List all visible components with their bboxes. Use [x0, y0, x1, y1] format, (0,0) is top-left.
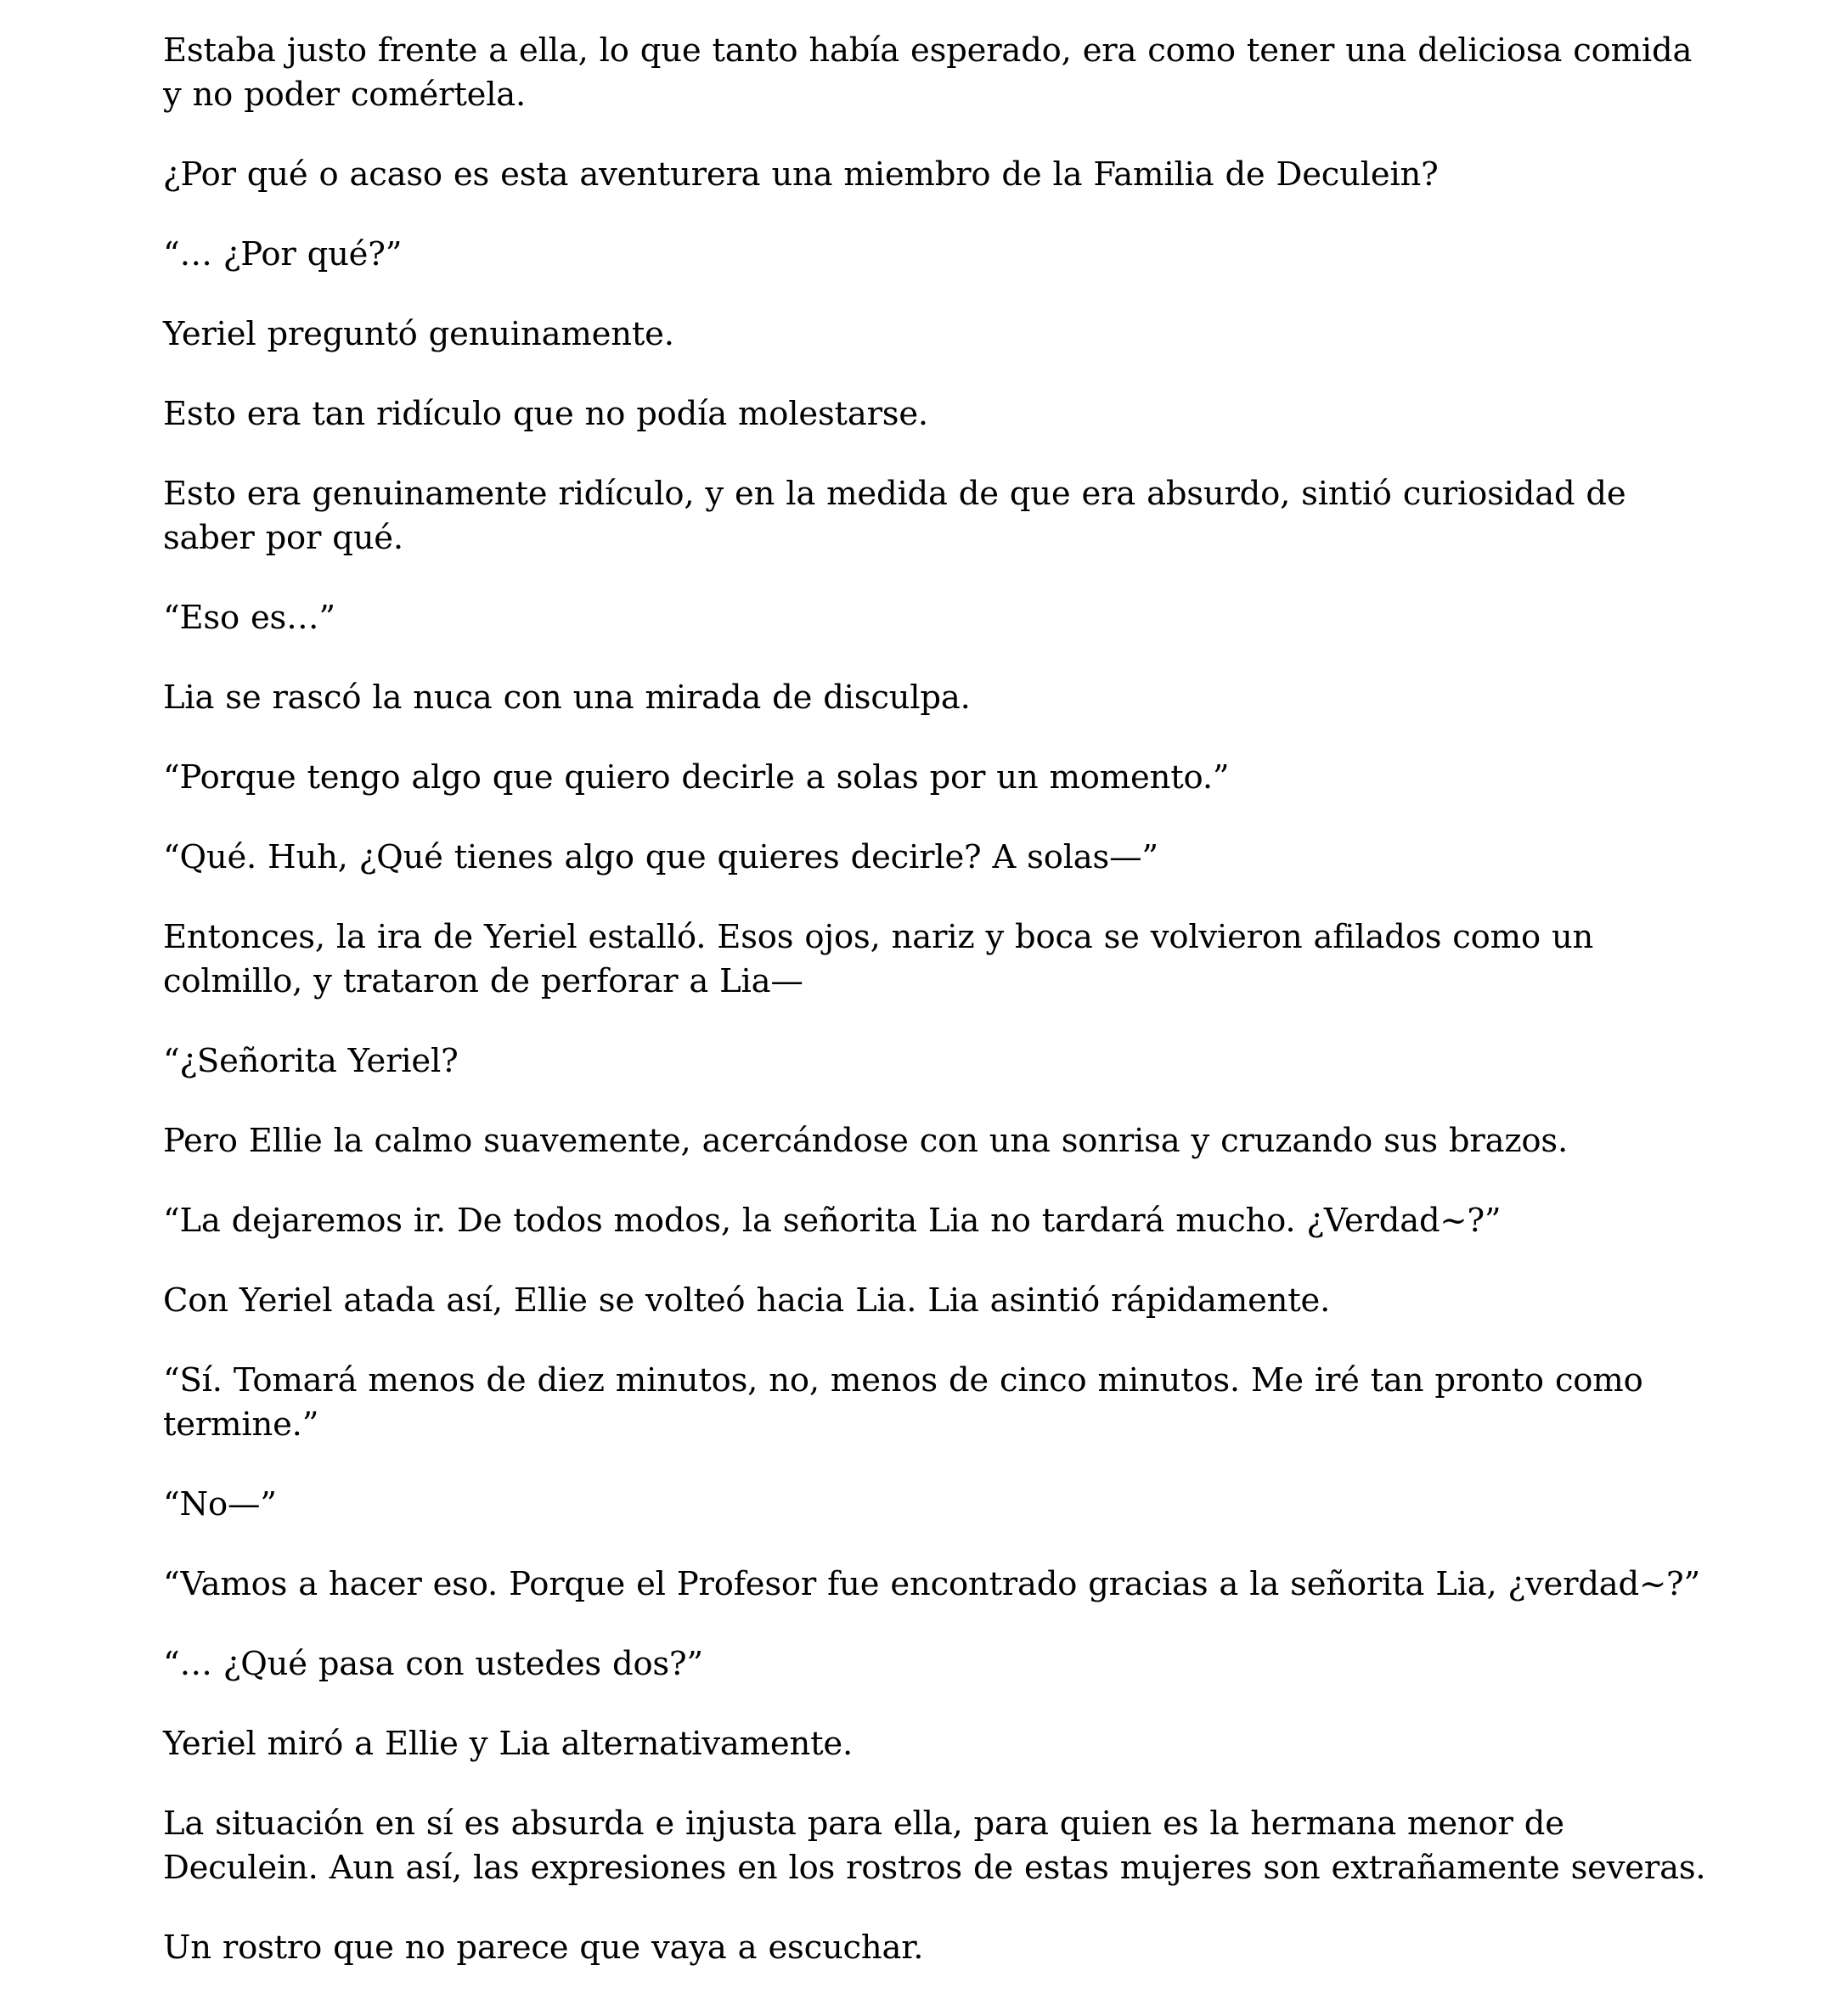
paragraph: “Vamos a hacer eso. Porque el Profesor fue encontrado gracias a la señorita Lia, ¿verdad~?” — [163, 1565, 1700, 1603]
paragraph: Esto era genuinamente ridículo, y en la medida de que era absurdo, sintió curiosidad de saber por qué. — [163, 475, 1626, 557]
paragraph: “… ¿Por qué?” — [163, 235, 403, 273]
paragraph: “Sí. Tomará menos de diez minutos, no, menos de cinco minutos. Me iré tan pronto como termine.” — [163, 1361, 1643, 1444]
paragraph: Yeriel preguntó genuinamente. — [163, 315, 674, 353]
paragraph: Con Yeriel atada así, Ellie se volteó hacia Lia. Lia asintió rápidamente. — [163, 1281, 1331, 1320]
paragraph: Yeriel miró a Ellie y Lia alternativamente. — [163, 1725, 854, 1763]
paragraph: ¿Por qué o acaso es esta aventurera una miembro de la Familia de Deculein? — [163, 155, 1439, 194]
paragraph: Estaba justo frente a ella, lo que tanto había esperado, era como tener una deliciosa comida y no poder comértela. — [163, 31, 1693, 114]
paragraph: “… ¿Qué pasa con ustedes dos?” — [163, 1645, 703, 1683]
paragraph: “No—” — [163, 1485, 277, 1523]
paragraph: Pero Ellie la calmo suavemente, acercándose con una sonrisa y cruzando sus brazos. — [163, 1122, 1568, 1160]
paragraph: La situación en sí es absurda e injusta para ella, para quien es la hermana menor de Deculein. Aun así, las expresiones en los rostros de estas mujeres son extrañamente severas. — [163, 1805, 1706, 1887]
paragraph: “Qué. Huh, ¿Qué tienes algo que quieres decirle? A solas—” — [163, 838, 1158, 876]
paragraph: Un rostro que no parece que vaya a escuchar. — [163, 1929, 924, 1967]
paragraph: “La dejaremos ir. De todos modos, la señorita Lia no tardará mucho. ¿Verdad~?” — [163, 1202, 1502, 1240]
paragraph: Entonces, la ira de Yeriel estalló. Esos ojos, nariz y boca se volvieron afilados como un colmillo, y trataron de perforar a Lia— — [163, 918, 1594, 1000]
paragraph: “Porque tengo algo que quiero decirle a solas por un momento.” — [163, 758, 1230, 797]
paragraph: Esto era tan ridículo que no podía molestarse. — [163, 395, 928, 433]
paragraph: “Eso es…” — [163, 599, 335, 637]
paragraph: Lia se rascó la nuca con una mirada de disculpa. — [163, 679, 971, 717]
document-body — [163, 29, 1717, 1970]
paragraph: “¿Señorita Yeriel? — [163, 1042, 459, 1080]
